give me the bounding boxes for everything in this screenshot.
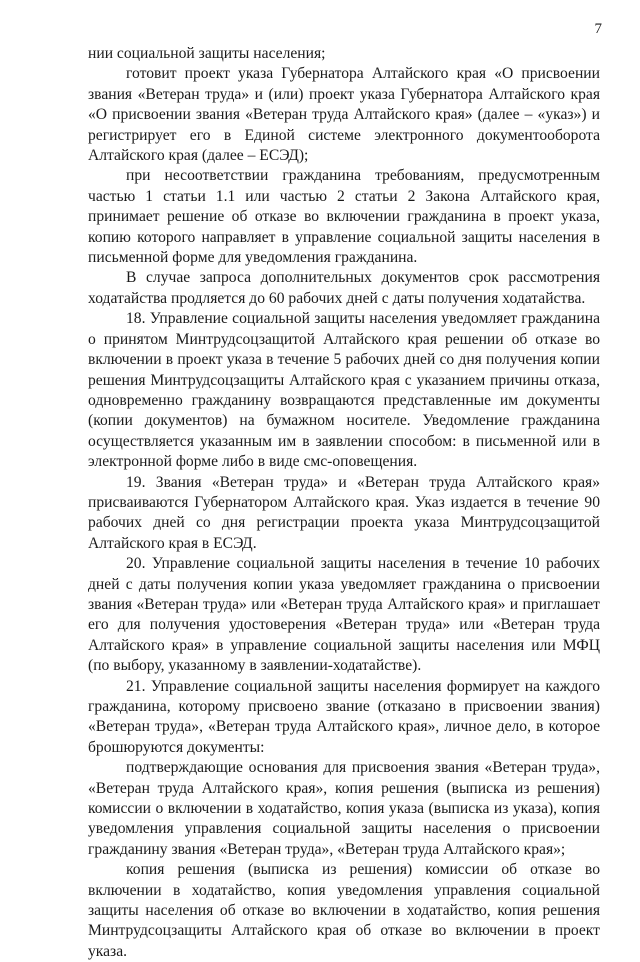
paragraph: подтверждающие основания для присвоения звания «Ветеран труда», «Ветеран труда Алтайского края», копия решения (выписка из решения) комиссии о включении в ходатайство, копия указа (выписка из указа), копия уведомления управления социальной защиты населения о присвоении гражданину звания «Ветеран труда», «Ветеран труда Алтайского края»; xyxy=(88,759,600,858)
paragraph: 19. Звания «Ветеран труда» и «Ветеран труда Алтайского края» присваиваются Губернатором Алтайского края. Указ издается в течение 90 рабочих дней со дня регистрации проекта указа Минтрудсоцзащитой Алтайского края в ЕСЭД. xyxy=(88,473,600,552)
paragraph: копия решения (выписка из решения) комиссии об отказе во включении в ходатайство, копия уведомления управления социальной защиты населения об отказе во включении в ходатайство, копия решения Минтрудсоцзащиты Алтайского края об отказе во включении в проект указа. xyxy=(88,861,600,960)
paragraph: 20. Управление социальной защиты населения в течение 10 рабочих дней с даты получения копии указа уведомляет гражданина о присвоении звания «Ветеран труда» или «Ветеран труда Алтайского края» и приглашает его для получения удостоверения «Ветеран труда» или «Ветеран труда Алтайского края» в управление социальной защиты населения или МФЦ (по выбору, указанному в заявлении-ходатайстве). xyxy=(88,555,600,675)
document-body xyxy=(88,44,600,962)
paragraph: при несоответствии гражданина требованиям, предусмотренным частью 1 статьи 1.1 или частью 2 статьи 2 Закона Алтайского края, принимает решение об отказе во включении гражданина в проект указа, копию которого направляет в управление социальной защиты населения в письменной форме для уведомления гражданина. xyxy=(88,167,600,267)
paragraph: 21. Управление социальной защиты населения формирует на каждого гражданина, которому присвоено звание (отказано в присвоении звания) «Ветеран труда», «Ветеран труда Алтайского края», личное дело, в которое брошюруются документы: xyxy=(88,677,600,756)
paragraph: готовит проект указа Губернатора Алтайского края «О присвоении звания «Ветеран труда» и (или) проект указа Губернатора Алтайского края «О присвоении звания «Ветеран труда Алтайского края» (далее – «указ») и регистрирует его в Единой системе электронного документооборота Алтайского края (далее – ЕСЭД); xyxy=(88,65,600,165)
paragraph: 18. Управление социальной защиты населения уведомляет гражданина о принятом Минтрудсоцзащитой Алтайского края решении об отказе во включении в проект указа в течение 5 рабочих дней со дня получения копии решения Минтрудсоцзащиты Алтайского края с указанием причины отказа, одновременно гражданину возвращаются представленные им документы (копии документов) на бумажном носителе. Уведомление гражданина осуществляется указанным им в заявлении способом: в письменной или в электронной форме либо в виде смс-оповещения. xyxy=(88,310,600,471)
paragraph: В случае запроса дополнительных документов срок рассмотрения ходатайства продляется до 60 рабочих дней с даты получения ходатайства. xyxy=(88,269,600,307)
page-number: 7 xyxy=(594,21,602,37)
paragraph: нии социальной защиты населения; xyxy=(88,45,326,62)
